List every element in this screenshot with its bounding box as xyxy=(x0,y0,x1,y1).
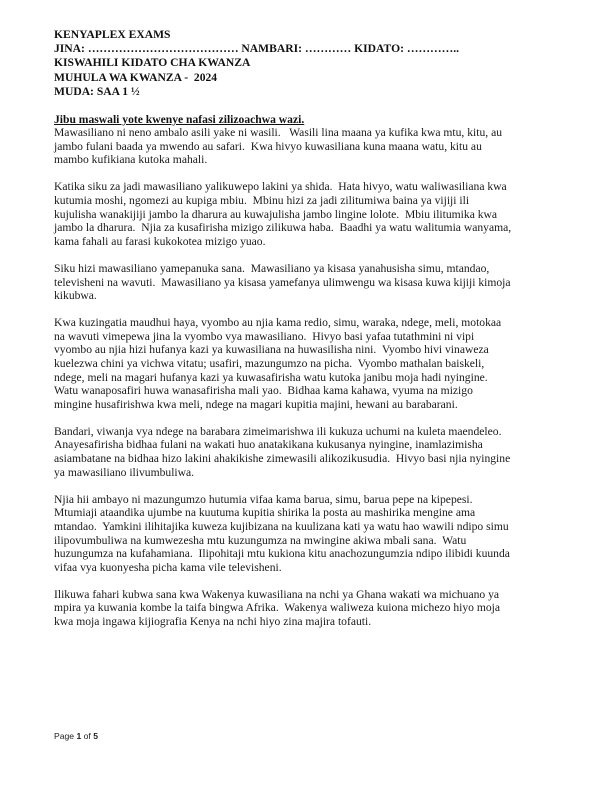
text-line: Ilikuwa fahari kubwa sana kwa Wakenya kuwasiliana na nchi ya Ghana wakati wa michuano ya xyxy=(54,587,500,601)
text-line: jambo fulani baada ya mwendo au safari. Kwa hivyo kuwasiliana kuna maana watu, kitu au xyxy=(54,139,482,153)
text-line: na wavuti vimepewa jina la vyombo vya mawasiliano. Hivyo basi yafaa tutathmini ni vipi xyxy=(54,329,475,343)
exam-provider: KENYAPLEX EXAMS xyxy=(54,28,171,41)
text-line: mingine husafirishwa kwa meli, ndege na magari kupitia majini, hewani au barabarani. xyxy=(54,397,458,411)
text-line: ilipovumbuliwa na kumwezesha mtu kuzungumza na mwingine akiwa mbali sana. Watu xyxy=(54,533,467,547)
text-line: huzungumza na kufahamiana. Ilipohitaji mtu kukiona kitu anachozungumzia ndipo ilibidi kuunda xyxy=(54,547,510,561)
text-line: ndege, meli na magari hufanya kazi ya kuwasafirisha watu kutoka janibu moja hadi nyingine. xyxy=(54,370,488,384)
text-line: Mawasiliano ni neno ambalo asili yake ni wasili. Wasili lina maana ya kufika kwa mtu, kitu, au xyxy=(54,126,503,140)
text-line: Mtumiaji ataandika ujumbe na kuutuma kupitia shirika la posta au mashirika mengine ama xyxy=(54,506,476,520)
text-line: kujulisha wanakijiji jambo la dharura au kuwajulisha jambo lingine lolote. Mbiu ilitumika kwa xyxy=(54,207,498,221)
text-line: Kwa kuzingatia maudhui haya, vyombo au njia kama redio, simu, waraka, ndege, meli, motokaa xyxy=(54,316,502,330)
student-details-line: JINA: ………………………………… NAMBARI: ………… KIDATO: ………….. xyxy=(54,42,460,56)
text-line: Watu wanaposafiri huwa wanasafirisha mali yao. Bidhaa kama kahawa, vyuma na mizigo xyxy=(54,384,473,398)
text-line: mtandao. Yamkini ilihitajika kuweza kujibizana na kuulizana kati ya watu hao wawili ndipo simu xyxy=(54,519,509,533)
duration: MUDA: SAA 1 ½ xyxy=(54,84,140,98)
term-year: MUHULA WA KWANZA - 2024 xyxy=(54,70,218,84)
text-line: vyombo au njia hizi hufanya kazi ya kuwasiliana na huwasilisha nini. Vyombo hivi vinaweza xyxy=(54,343,489,357)
text-line: Katika siku za jadi mawasiliano yalikuwepo lakini ya shida. Hata hivyo, watu waliwasiliana kwa xyxy=(54,180,507,194)
text-line: mambo kufikiana kutoka mahali. xyxy=(54,153,208,167)
total-pages: 5 xyxy=(93,731,98,741)
text-line: Siku hizi mawasiliano yamepanuka sana. Mawasiliano ya kisasa yanahusisha simu, mtandao, xyxy=(54,261,490,275)
current-page: 1 xyxy=(76,731,82,741)
paragraph-2 xyxy=(54,180,584,248)
exam-header xyxy=(54,28,459,99)
text-line: Anayesafirisha bidhaa fulani na wakati huo anatakikana kukusanya nyingine, inamlazimisha xyxy=(54,438,483,452)
text-line: televisheni na wavuti. Mawasiliano ya kisasa yamefanya ulimwengu wa kisasa kuwa kijiji kimoja xyxy=(54,275,511,289)
text-line: Njia hii ambayo ni mazungumzo hutumia vifaa kama barua, simu, barua pepe na kipepesi. xyxy=(54,492,473,506)
text-line: asiambatane na bidhaa hizo lakini ahakikishe zimewasili alikozikusudia. Hivyo basi njia nyingine xyxy=(54,452,511,466)
page-of: of xyxy=(81,731,94,741)
text-line: kutumia moshi, ngomezi au kupiga mbiu. Mbinu hizi za jadi zilitumiwa baina ya vijiji ili xyxy=(54,194,470,208)
instructions-heading: Jibu maswali yote kwenye nafasi zilizoachwa wazi. xyxy=(54,113,305,126)
paragraph-5 xyxy=(54,425,584,479)
text-line: Bandari, viwanja vya ndege na barabara zimeimarishwa ili kukuza uchumi na kuleta maendeleo. xyxy=(54,424,502,438)
text-line: kuelezwa chini ya vichwa vitatu; usafiri, mazungumzo na picha. Vyombo mathalan baiskeli, xyxy=(54,357,485,371)
text-line: kama fahali au farasi kukokotea mizigo yuao. xyxy=(54,234,266,248)
passage-body xyxy=(54,113,584,642)
page-number xyxy=(54,731,98,741)
paragraph-1 xyxy=(54,126,584,167)
page-prefix: Page xyxy=(54,731,77,741)
text-line: jambo la dharura. Njia za kusafirisha mizigo zilikuwa haba. Baadhi ya watu walitumia wanyama, xyxy=(54,221,512,235)
paragraph-6 xyxy=(54,493,584,575)
text-line: mpira ya kuwania kombe la taifa bingwa Afrika. Wakenya waliweza kuiona michezo hiyo moja xyxy=(54,601,501,615)
text-line: vifaa vya kuonyesha picha kama vile televisheni. xyxy=(54,560,282,574)
subject-title: KISWAHILI KIDATO CHA KWANZA xyxy=(54,56,251,70)
paragraph-4 xyxy=(54,316,584,411)
text-line: ya mawasiliano ilivumbuliwa. xyxy=(54,465,195,479)
text-line: kikubwa. xyxy=(54,289,97,303)
text-line: kwa moja ingawa kijiografia Kenya na nchi hiyo zina majira tofauti. xyxy=(54,615,372,629)
paragraph-3 xyxy=(54,262,584,303)
paragraph-7 xyxy=(54,588,584,629)
